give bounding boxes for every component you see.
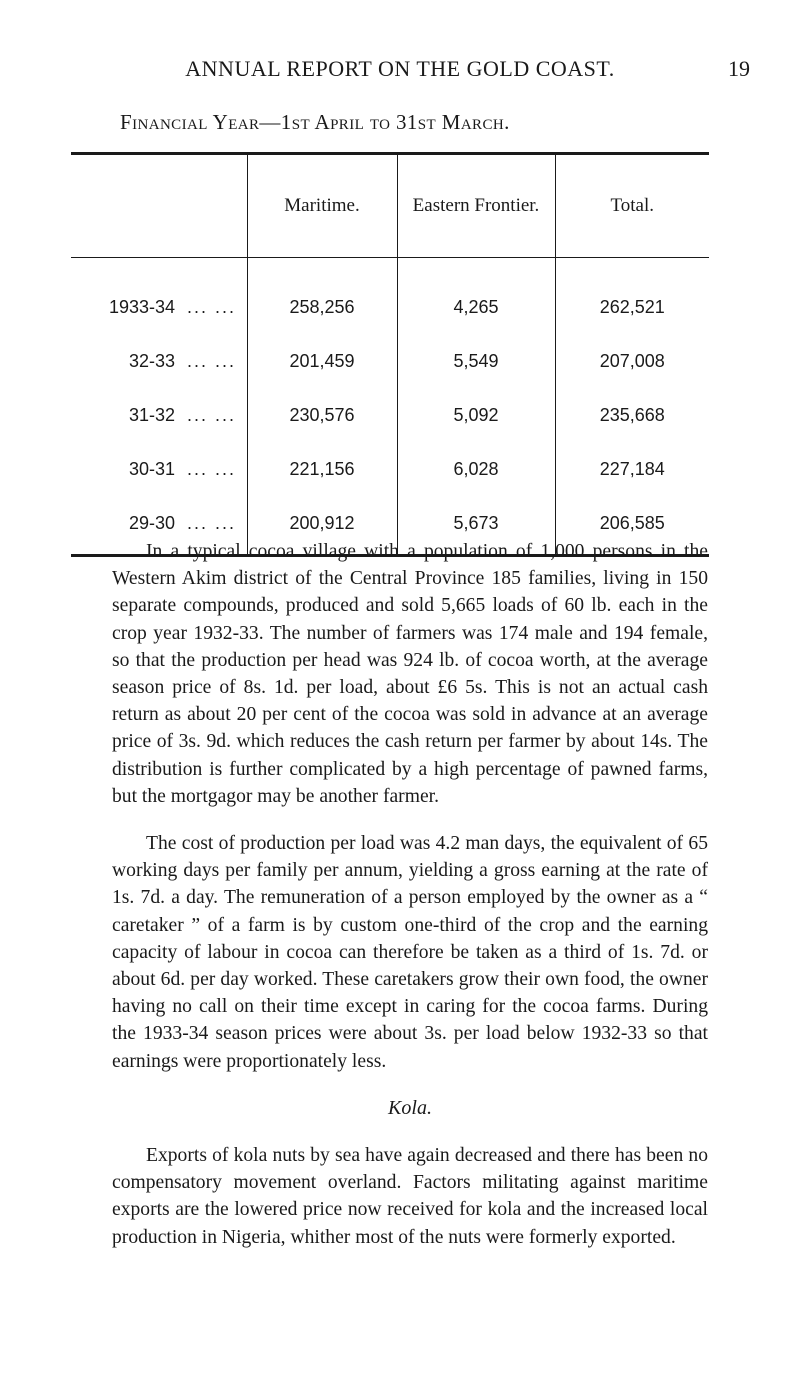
table-row (71, 258, 709, 335)
table-caption: Financial Year—1st April to 31st March. (120, 110, 510, 134)
year-label: 1933-34 (108, 296, 175, 317)
eastern-frontier-cell: 5,092 (397, 388, 555, 442)
column-header-maritime: Maritime. (247, 154, 397, 258)
dot-leader: ... ... (187, 350, 237, 371)
maritime-cell: 201,459 (247, 334, 397, 388)
total-cell: 235,668 (555, 388, 709, 442)
paragraph-kola-exports: Exports of kola nuts by sea have again decreased and there has been no compensatory movement overland. Factors militating against maritime exports are the lowered price now received for kola and the increased local production in Nigeria, whither most of the nuts were formerly exported. (112, 1145, 708, 1248)
body-text (112, 538, 708, 1251)
maritime-cell: 258,256 (247, 258, 397, 335)
table-row (71, 388, 709, 442)
table-header-row (71, 154, 709, 258)
maritime-cell: 221,156 (247, 442, 397, 496)
year-label: 29-30 (128, 512, 175, 533)
year-cell (71, 388, 247, 442)
column-header-total: Total. (555, 154, 709, 258)
year-cell (71, 442, 247, 496)
year-label: 30-31 (128, 458, 175, 479)
section-heading-kola: Kola. (388, 1096, 432, 1119)
paragraph-cocoa-village: In a typical cocoa village with a population of 1,000 persons in the Western Akim district of the Central Province 185 families, living in 150 separate compounds, produced and sold 5,665 loads of 60 lb. each in the crop year 1932-33. The number of farmers was 174 male and 194 female, so that the production per head was 924 lb. of cocoa worth, at the average season price of 8s. 1d. per load, about £6 5s. This is not an actual cash return as about 20 per cent of the cocoa was sold in advance at an average price of 3s. 9d. which reduces the cash return per farmer by about 14s. The distribution is further complicated by a high percentage of pawned farms, but the mortgagor may be another farmer. (112, 541, 708, 807)
paragraph-production-cost: The cost of production per load was 4.2 man days, the equivalent of 65 working days per family per annum, yielding a gross earning at the rate of 1s. 7d. a day. The remuneration of a person employed by the owner as a “ caretaker ” of a farm is by custom one-third of the crop and the earning capacity of labour in cocoa can therefore be taken as a third of 1s. 7d. or about 6d. per day worked. These caretakers grow their own food, the owner having no call on their time except in caring for the cocoa farms. During the 1933-34 season prices were about 3s. per load below 1932-33 so that earnings were proportionately less. (112, 833, 708, 1072)
total-cell: 262,521 (555, 258, 709, 335)
dot-leader: ... ... (187, 404, 237, 425)
exports-table (71, 152, 709, 557)
dot-leader: ... ... (187, 296, 237, 317)
eastern-frontier-cell: 4,265 (397, 258, 555, 335)
year-label: 31-32 (128, 404, 175, 425)
column-header-eastern-frontier: Eastern Frontier. (397, 154, 555, 258)
dot-leader: ... ... (187, 458, 237, 479)
running-head: ANNUAL REPORT ON THE GOLD COAST. (185, 56, 615, 81)
total-cell: 207,008 (555, 334, 709, 388)
total-cell: 206,585 (555, 496, 709, 556)
eastern-frontier-cell: 5,673 (397, 496, 555, 556)
table-row (71, 334, 709, 388)
year-label: 32-33 (128, 350, 175, 371)
page-number: 19 (728, 56, 750, 81)
total-cell: 227,184 (555, 442, 709, 496)
year-cell (71, 258, 247, 335)
column-header-blank (71, 154, 247, 258)
year-cell (71, 334, 247, 388)
dot-leader: ... ... (187, 512, 237, 533)
eastern-frontier-cell: 5,549 (397, 334, 555, 388)
eastern-frontier-cell: 6,028 (397, 442, 555, 496)
exports-table-container (71, 152, 709, 557)
table-row (71, 442, 709, 496)
maritime-cell: 200,912 (247, 496, 397, 556)
maritime-cell: 230,576 (247, 388, 397, 442)
